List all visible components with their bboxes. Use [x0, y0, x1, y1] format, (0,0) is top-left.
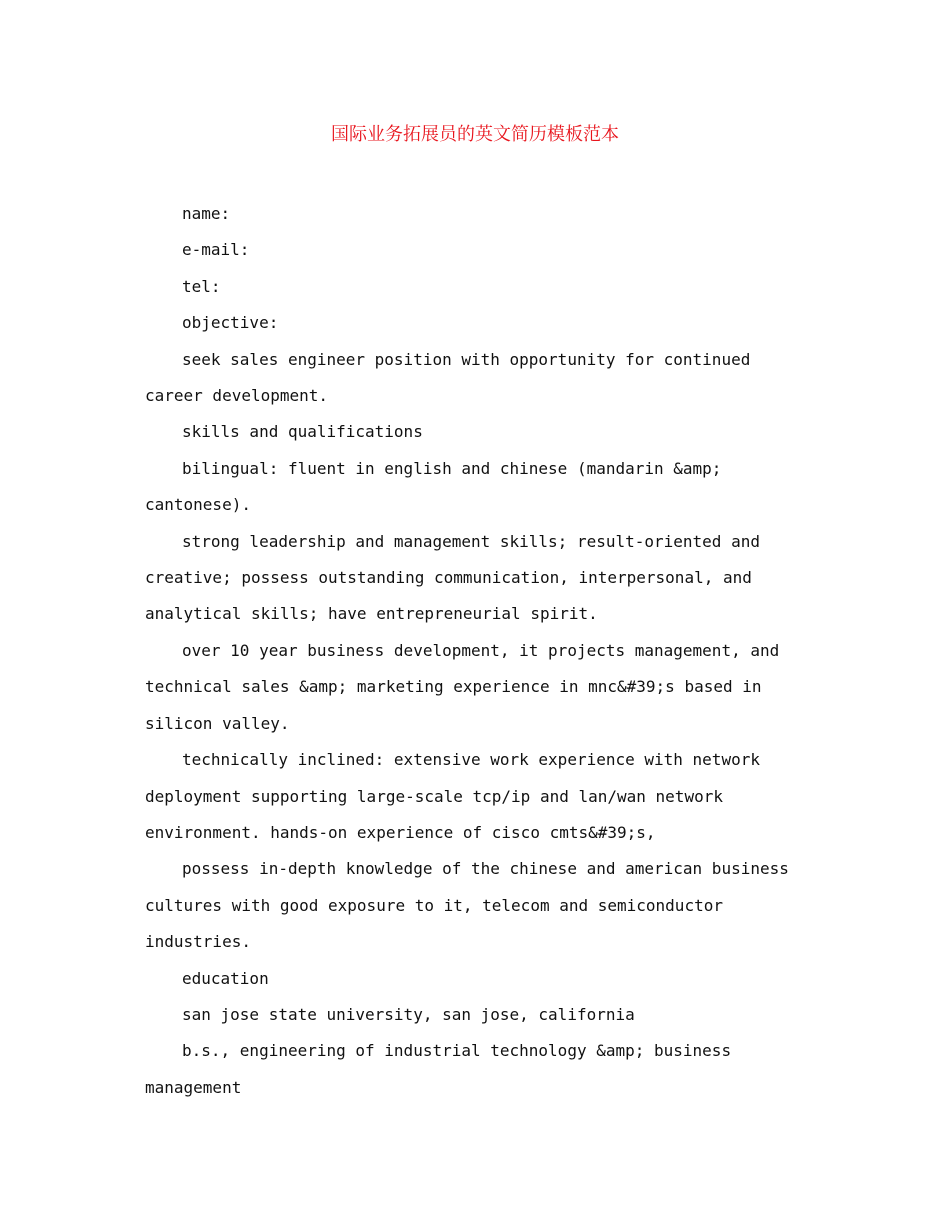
paragraph-cultures: possess in-depth knowledge of the chinese and american business cultures with good exposure to it, telecom and semiconductor industries. — [145, 859, 799, 952]
paragraph-name: name: — [182, 204, 231, 223]
paragraph-degree: b.s., engineering of industrial technology &amp; business management — [145, 1041, 741, 1097]
document-body — [145, 196, 810, 1106]
paragraph-email: e-mail: — [182, 240, 250, 260]
paragraph-bilingual: bilingual: fluent in english and chinese (mandarin &amp; cantonese). — [145, 458, 732, 515]
paragraph-skills-heading: skills and qualifications — [182, 422, 423, 442]
paragraph-education-heading: education — [182, 968, 269, 988]
paragraph-university: san jose state university, san jose, california — [182, 1004, 635, 1024]
paragraph-experience: over 10 year business development, it projects management, and technical sales &amp; marketing experience in mnc&#39;s based in silicon valley. — [145, 640, 789, 733]
paragraph-objective-heading: objective: — [182, 313, 279, 333]
document-title: 国际业务拓展员的英文简历模板范本 — [331, 124, 619, 145]
paragraph-technical: technically inclined: extensive work experience with network deployment supporting large-scale tcp/ip and lan/wan network environment. hands-on experience of cisco cmts&#39;s, — [145, 750, 770, 842]
paragraph-tel: tel: — [182, 276, 221, 296]
paragraph-objective-text: seek sales engineer position with opportunity for continued career development. — [145, 349, 760, 406]
paragraph-leadership: strong leadership and management skills; result-oriented and creative; possess outstanding communication, interpersonal, and analytical skills; have entrepreneurial spirit. — [145, 531, 770, 624]
